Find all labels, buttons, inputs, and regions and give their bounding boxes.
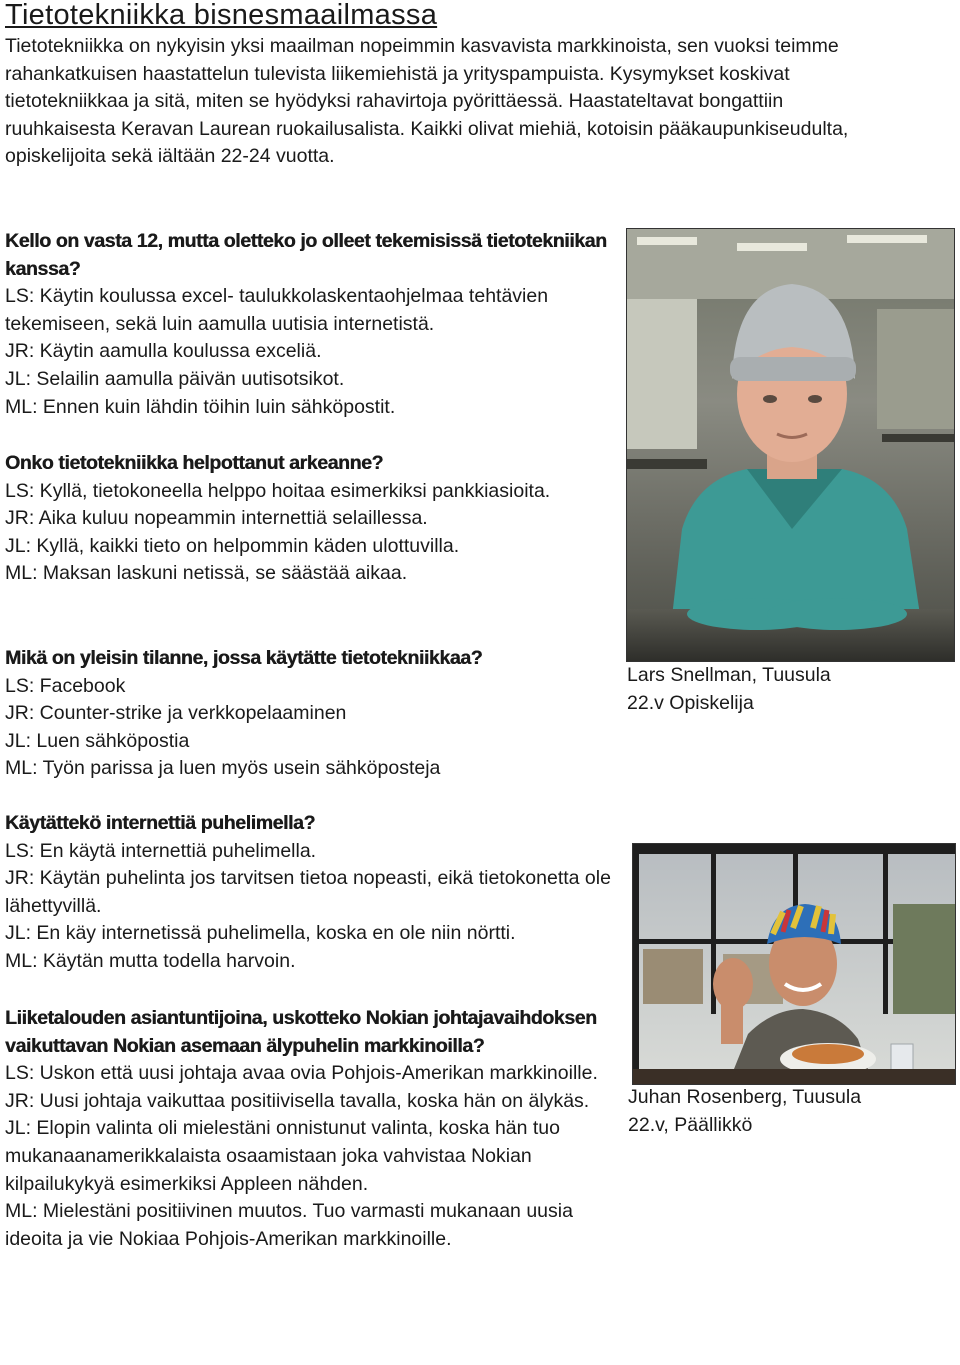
answer: ML: Mielestäni positiivinen muutos. Tuo varmasti mukanaan uusia ideoita ja vie Nokiaa Pohjois-Amerikan markkinoille.: [5, 1200, 573, 1250]
qa-block-5: [5, 1005, 615, 1253]
answer: JL: Kyllä, kaikki tieto on helpommin käden ulottuvilla.: [5, 534, 460, 557]
answer: LS: En käytä internettiä puhelimella.: [5, 839, 317, 862]
answer: ML: Käytän mutta todella harvoin.: [5, 949, 296, 972]
answer: ML: Työn parissa ja luen myös usein sähköposteja: [5, 757, 441, 780]
question: Mikä on yleisin tilanne, jossa käytätte tietotekniikkaa?: [5, 647, 483, 669]
qa-block-1: [5, 228, 615, 421]
answer: JR: Aika kuluu nopeammin internettiä selaillessa.: [5, 507, 428, 530]
answer: JL: Selailin aamulla päivän uutisotsikot.: [5, 367, 345, 390]
caption-name: Lars Snellman, Tuusula: [627, 664, 831, 686]
question: Onko tietotekniikka helpottanut arkeanne?: [5, 452, 384, 474]
question: Käytättekö internettiä puhelimella?: [5, 812, 315, 834]
photo-caption-1: [627, 662, 831, 717]
answer: JR: Käytän puhelinta jos tarvitsen tietoa nopeasti, eikä tietokonetta ole lähettyvillä.: [5, 867, 611, 917]
answer: JR: Uusi johtaja vaikuttaa positiivisella tavalla, koska hän on älykäs.: [5, 1089, 590, 1112]
answer: LS: Kyllä, tietokoneella helppo hoitaa esimerkiksi pankkiasioita.: [5, 479, 551, 502]
caption-details: 22.v, Päällikkö: [628, 1113, 753, 1136]
question: Kello on vasta 12, mutta oletteko jo olleet tekemisissä tietotekniikan kanssa?: [5, 230, 607, 280]
caption-details: 22.v Opiskelija: [627, 691, 754, 714]
answer: ML: Maksan laskuni netissä, se säästää aikaa.: [5, 562, 408, 585]
answer: LS: Käytin koulussa excel- taulukkolaskentaohjelmaa tehtävien tekemiseen, sekä luin aamulla uutisia internetistä.: [5, 285, 549, 335]
answer: JR: Counter-strike ja verkkopelaaminen: [5, 702, 347, 725]
qa-block-4: [5, 810, 615, 976]
photo-caption-2: [628, 1084, 861, 1139]
answer: JL: Elopin valinta oli mielestäni onnistunut valinta, koska hän tuo mukanaanamerikkalaista osaamistaan joka vahvistaa Nokian kilpailukykyä esimerkiksi Appleen nähden.: [5, 1117, 560, 1195]
answer: ML: Ennen kuin lähdin töihin luin sähköpostit.: [5, 395, 396, 418]
article-intro: Tietotekniikka on nykyisin yksi maailman nopeimmin kasvavista markkinoista, sen vuoksi teimme rahankatkuisen haastattelun tulevista liikemiehistä ja yrityspampuista. Kysymykset koskivat tietotekniikkaa ja sitä, miten se hyödyksi rahavirtoja pyörittäessä. Haastateltavat bongattiin ruuhkaisesta Keravan Laurean ruokailusalista. Kaikki olivat miehiä, kotoisin pääkaupunkiseudulta, opiskelijoita sekä iältään 22-24 vuotta.: [5, 35, 849, 168]
article-title: Tietotekniikka bisnesmaailmassa: [5, 0, 438, 31]
answer: JR: Käytin aamulla koulussa exceliä.: [5, 340, 322, 363]
answer: LS: Uskon että uusi johtaja avaa ovia Pohjois-Amerikan markkinoille.: [5, 1062, 598, 1085]
caption-name: Juhan Rosenberg, Tuusula: [628, 1086, 862, 1108]
answer: JL: Luen sähköpostia: [5, 729, 190, 752]
interviewee-photo-1: [626, 228, 955, 662]
interviewee-photo-2: [632, 843, 956, 1085]
answer: LS: Facebook: [5, 674, 126, 697]
question: Liiketalouden asiantuntijoina, uskotteko Nokian johtajavaihdoksen vaikuttavan Nokian asemaan älypuhelin markkinoilla?: [5, 1007, 597, 1057]
qa-block-2: [5, 450, 615, 588]
qa-block-3: [5, 645, 615, 783]
answer: JL: En käy internetissä puhelimella, koska en ole niin nörtti.: [5, 922, 516, 945]
